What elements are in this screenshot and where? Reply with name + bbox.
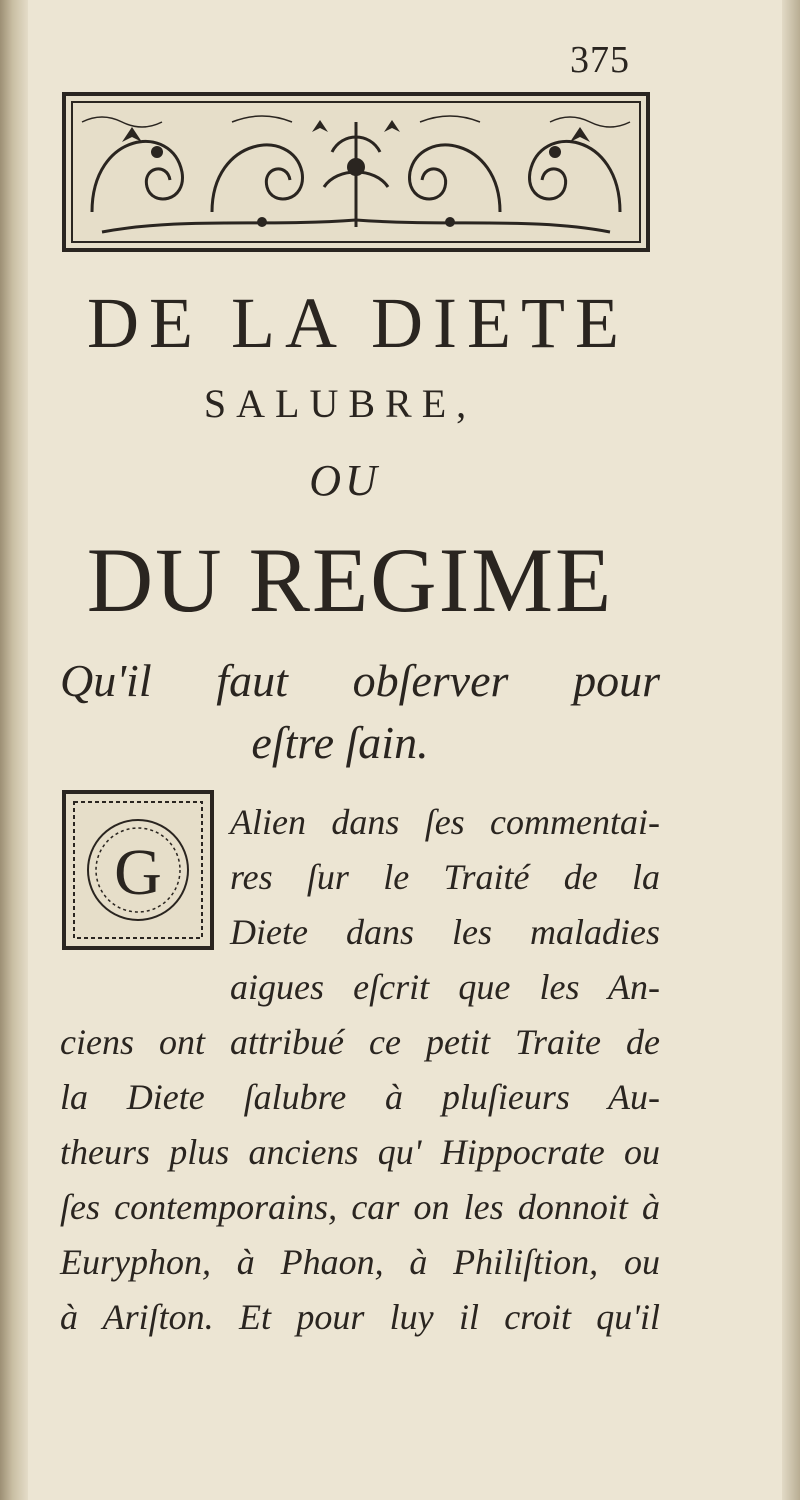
body-line: Alien dans ſes commentai- bbox=[230, 802, 660, 842]
body-line: aigues eſcrit que les An- bbox=[230, 967, 660, 1007]
drop-cap-letter: G bbox=[114, 836, 162, 909]
subtitle bbox=[60, 650, 660, 774]
title-line-1: DE LA DIETE bbox=[87, 283, 629, 363]
body-line: Euryphon, à Phaon, à Philiſtion, ou bbox=[60, 1242, 660, 1282]
subtitle-line-1: Qu'il faut obſerver pour bbox=[60, 655, 660, 706]
body-paragraph bbox=[60, 795, 660, 1345]
body-line: ſes contemporains, car on les donnoit à bbox=[60, 1187, 660, 1227]
body-line: theurs plus anciens qu' Hippocrate ou bbox=[60, 1132, 660, 1172]
body-line: Diete dans les maladies bbox=[230, 912, 660, 952]
body-line: res ſur le Traité de la bbox=[230, 857, 660, 897]
title-line-3: OU bbox=[309, 456, 381, 505]
subtitle-line-2: eſtre ſain. bbox=[251, 717, 429, 768]
page-number: 375 bbox=[570, 39, 630, 81]
title-line-4: DU REGIME bbox=[86, 529, 614, 631]
page-gutter-shadow bbox=[0, 0, 28, 1500]
body-line: à Ariſton. Et pour luy il croit qu'il bbox=[60, 1297, 660, 1337]
headpiece-ornament bbox=[62, 92, 650, 252]
body-line: la Diete ſalubre à pluſieurs Au- bbox=[60, 1077, 660, 1117]
title-line-2: SALUBRE, bbox=[203, 381, 477, 426]
body-line: ciens ont attribué ce petit Traite de bbox=[60, 1022, 660, 1062]
page-edge bbox=[782, 0, 800, 1500]
